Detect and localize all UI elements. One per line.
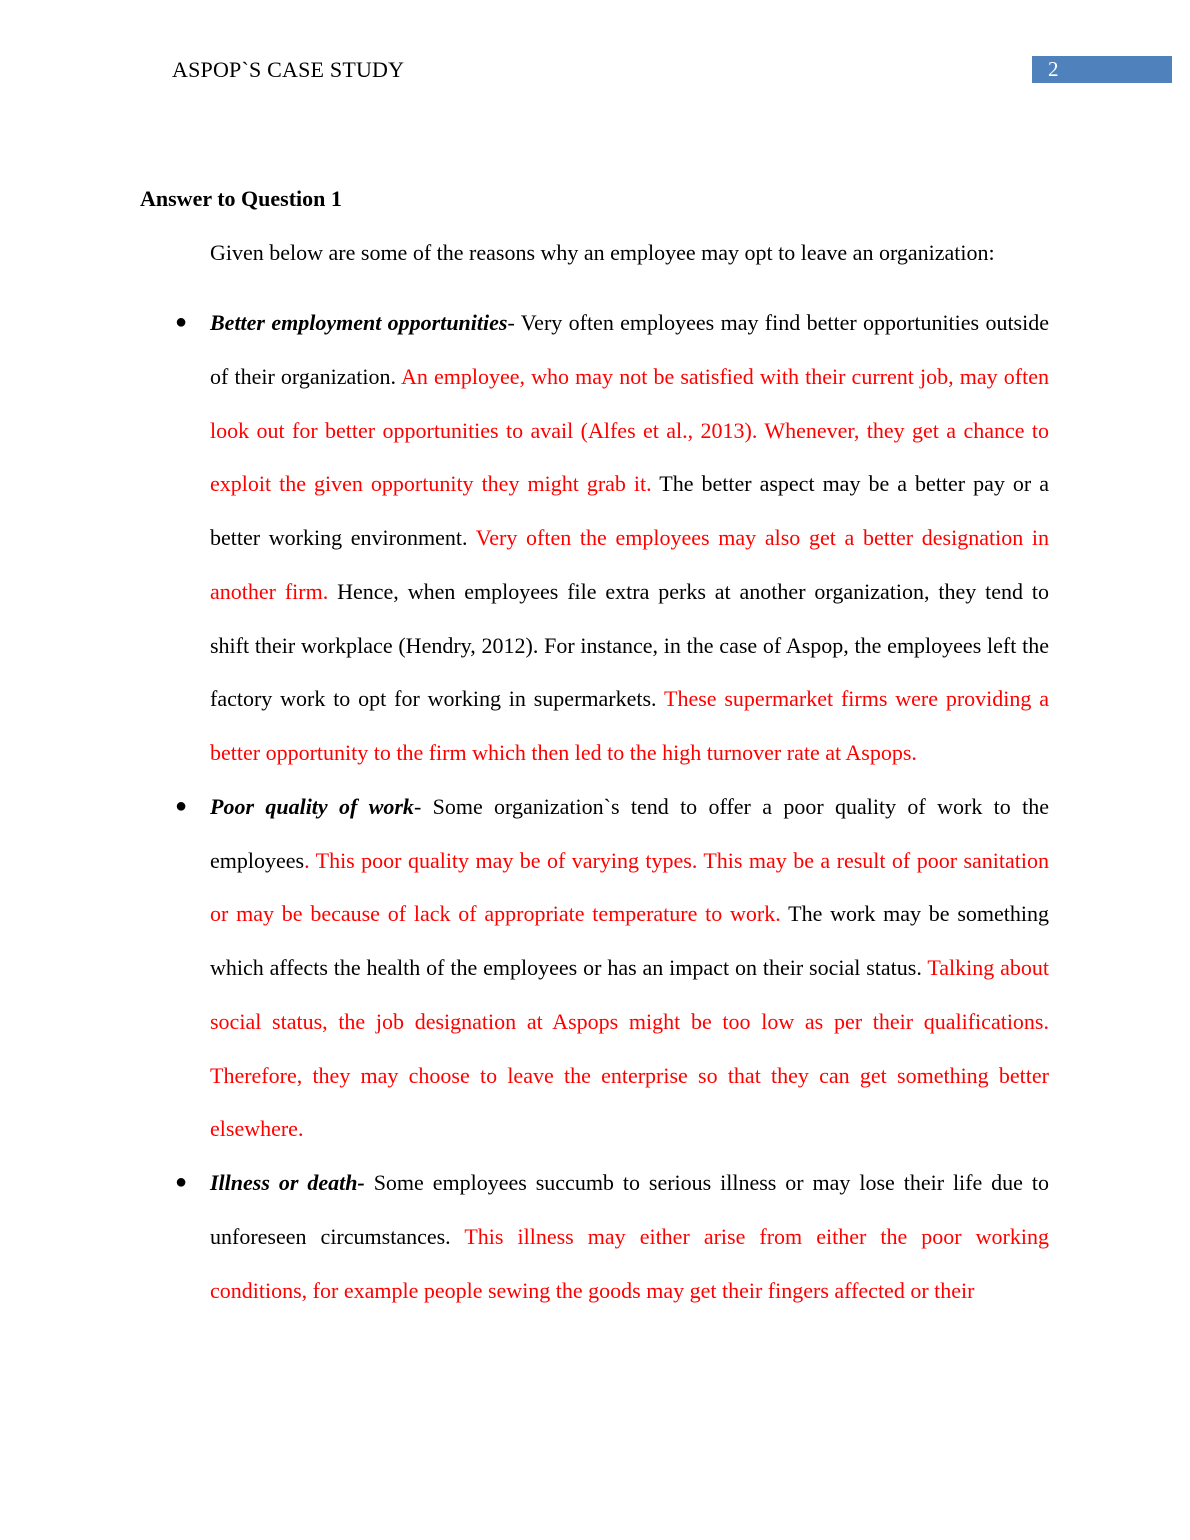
bullet-term: Better employment opportunities: [210, 310, 508, 335]
text-segment: - Very often employees may find better opportunities outside of their organization.: [210, 310, 1049, 389]
bullet-term: Poor quality of work: [210, 793, 414, 819]
bullet-icon: ●: [175, 311, 188, 333]
bullet-item-better-employment: [175, 296, 1050, 780]
text-segment: Some employees succumb to serious illness or may lose their life due to unforeseen circumstances.: [210, 1170, 1049, 1249]
page-number-badge: 2: [1032, 56, 1172, 83]
highlighted-text-segment: These supermarket firms were providing a better opportunity to the firm which then led to the high turnover rate at Aspops.: [210, 686, 1049, 765]
bullet-item-poor-quality: [175, 780, 1049, 1156]
text-segment: Hence, when employees file extra perks at another organization, they tend to shift their workplace (Hendry, 2012). For instance, in the case of Aspop, the employees left the factory work to opt for working in supermarkets.: [210, 578, 1049, 712]
highlighted-text-segment: Talking about social status, the job designation at Aspops might be too low as per their qualifications. Therefore, they may choose to leave the enterprise so that they can get something better elsewhere.: [210, 955, 1049, 1142]
section-heading: Answer to Question 1: [140, 186, 342, 211]
running-header-title: ASPOP`S CASE STUDY: [172, 57, 405, 82]
text-segment: - Some organization`s tend to offer a poor quality of work to the employees: [210, 793, 1049, 873]
bullet-item-illness-or-death: [175, 1156, 1049, 1317]
intro-paragraph: Given below are some of the reasons why an employee may opt to leave an organization:: [210, 240, 995, 265]
bullet-icon: ●: [175, 1171, 188, 1193]
bullet-icon: ●: [175, 794, 188, 817]
highlighted-text-segment: . This poor quality may be of varying types. This may be a result of poor sanitation or may be because of lack of appropriate temperature to work.: [210, 847, 1049, 927]
highlighted-text-segment: This illness may either arise from either the poor working conditions, for example people sewing the goods may get their fingers affected or their: [210, 1223, 1049, 1303]
text-segment: The work may be something which affects the health of the employees or has an impact on their social status.: [210, 901, 1049, 980]
reasons-bullet-list: [175, 296, 1050, 1317]
highlighted-text-segment: An employee, who may not be satisfied with their current job, may often look out for better opportunities to avail (Alfes et al., 2013). Whenever, they get a chance to exploit the given opportunity they might grab it.: [210, 363, 1049, 497]
highlighted-text-segment: Very often the employees may also get a better designation in another firm.: [210, 525, 1050, 604]
bullet-term: Illness or death-: [210, 1170, 365, 1195]
text-segment: The better aspect may be a better pay or a better working environment.: [210, 471, 1049, 550]
